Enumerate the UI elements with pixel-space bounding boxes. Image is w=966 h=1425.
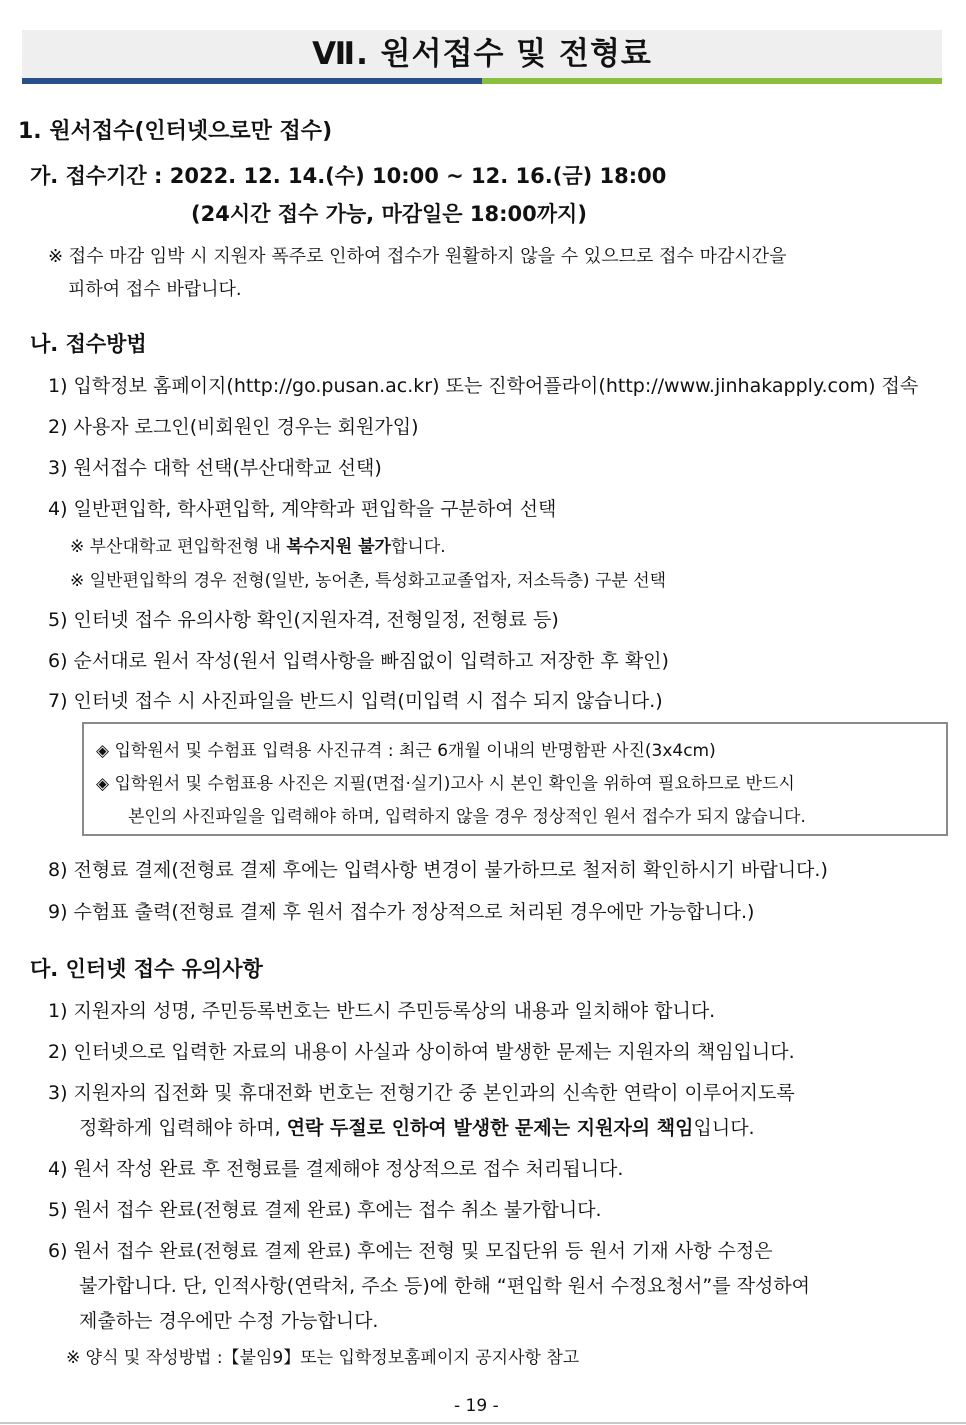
photo-spec-line: ◈ 입학원서 및 수험표 입력용 사진규격 : 최근 6개월 이내의 반명함판 사진(3x4cm): [96, 741, 716, 761]
title-underline-blue: [22, 78, 482, 84]
deadline-notice-line1: ※ 접수 마감 임박 시 지원자 폭주로 인하여 접수가 원활하지 않을 수 있으므로 접수 마감시간을: [48, 246, 787, 267]
responsibility-emphasis: 연락 두절로 인하여 발생한 문제는 지원자의 책임: [286, 1117, 694, 1139]
precaution-item-4: 4) 원서 작성 완료 후 전형료를 결제해야 정상적으로 접수 처리됩니다.: [48, 1158, 624, 1180]
method-item-8: 8) 전형료 결제(전형료 결제 후에는 입력사항 변경이 불가하므로 철저히 확인하시기 바랍니다.): [48, 859, 828, 881]
photo-usage-line2: 본인의 사진파일을 입력해야 하며, 입력하지 않을 경우 정상적인 원서 접수가 되지 않습니다.: [128, 807, 806, 827]
chapter-title-bar: [22, 30, 942, 78]
page-number: - 19 -: [454, 1396, 499, 1416]
footer-divider: [0, 1422, 966, 1424]
title-underline-green: [482, 78, 942, 84]
photo-requirements-box: [82, 722, 948, 836]
photo-usage-line1: ◈ 입학원서 및 수험표용 사진은 지필(면접·실기)고사 시 본인 확인을 위하여 필요하므로 반드시: [96, 774, 795, 794]
precaution-item-6-line1: 6) 원서 접수 완료(전형료 결제 완료) 후에는 전형 및 모집단위 등 원서 기재 사항 수정은: [48, 1240, 773, 1262]
method-heading: 나. 접수방법: [30, 332, 147, 356]
method-item-5: 5) 인터넷 접수 유의사항 확인(지원자격, 전형일정, 전형료 등): [48, 609, 559, 631]
form-reference-note: ※ 양식 및 작성방법 :【붙임9】또는 입학정보홈페이지 공지사항 참고: [66, 1348, 580, 1368]
application-period-note: (24시간 접수 가능, 마감일은 18:00까지): [191, 202, 587, 226]
precautions-heading: 다. 인터넷 접수 유의사항: [30, 957, 263, 981]
precaution-item-5: 5) 원서 접수 완료(전형료 결제 완료) 후에는 접수 취소 불가합니다.: [48, 1199, 602, 1221]
method-item-4: 4) 일반편입학, 학사편입학, 계약학과 편입학을 구분하여 선택: [48, 498, 557, 520]
no-multiple-application: 복수지원 불가: [286, 537, 391, 557]
chapter-title: Ⅶ. 원서접수 및 전형료: [312, 36, 652, 72]
precaution-item-6-line3: 제출하는 경우에만 수정 가능합니다.: [79, 1310, 379, 1332]
deadline-notice-line2: 피하여 접수 바랍니다.: [68, 279, 242, 300]
method-item-7: 7) 인터넷 접수 시 사진파일을 반드시 입력(미입력 시 접수 되지 않습니다.): [48, 690, 663, 712]
method-item-2: 2) 사용자 로그인(비회원인 경우는 회원가입): [48, 416, 419, 438]
precaution-item-2: 2) 인터넷으로 입력한 자료의 내용이 사실과 상이하여 발생한 문제는 지원자의 책임입니다.: [48, 1041, 795, 1063]
method-item-6: 6) 순서대로 원서 작성(원서 입력사항을 빠짐없이 입력하고 저장한 후 확인): [48, 650, 669, 672]
method-item-9: 9) 수험표 출력(전형료 결제 후 원서 접수가 정상적으로 처리된 경우에만 가능합니다.): [48, 901, 755, 923]
precaution-item-3-line1: 3) 지원자의 집전화 및 휴대전화 번호는 전형기간 중 본인과의 신속한 연락이 이루어지도록: [48, 1082, 795, 1104]
method-item-3: 3) 원서접수 대학 선택(부산대학교 선택): [48, 457, 382, 479]
method-item-4-note-1: ※ 부산대학교 편입학전형 내 복수지원 불가합니다.: [70, 537, 446, 557]
precaution-item-3-line2: 정확하게 입력해야 하며, 연락 두절로 인하여 발생한 문제는 지원자의 책임입니다.: [79, 1117, 755, 1139]
precaution-item-6-line2: 불가합니다. 단, 인적사항(연락처, 주소 등)에 한해 “편입학 원서 수정요청서”를 작성하여: [79, 1275, 811, 1297]
section-heading: 1. 원서접수(인터넷으로만 접수): [18, 119, 333, 144]
method-item-4-note-2: ※ 일반편입학의 경우 전형(일반, 농어촌, 특성화고교졸업자, 저소득층) 구분 선택: [70, 571, 667, 591]
application-period: 가. 접수기간 : 2022. 12. 14.(수) 10:00 ~ 12. 16.(금) 18:00: [30, 164, 667, 188]
method-item-1: 1) 입학정보 홈페이지(http://go.pusan.ac.kr) 또는 진학어플라이(http://www.jinhakapply.com) 접속: [48, 375, 919, 397]
precaution-item-1: 1) 지원자의 성명, 주민등록번호는 반드시 주민등록상의 내용과 일치해야 합니다.: [48, 1000, 716, 1022]
